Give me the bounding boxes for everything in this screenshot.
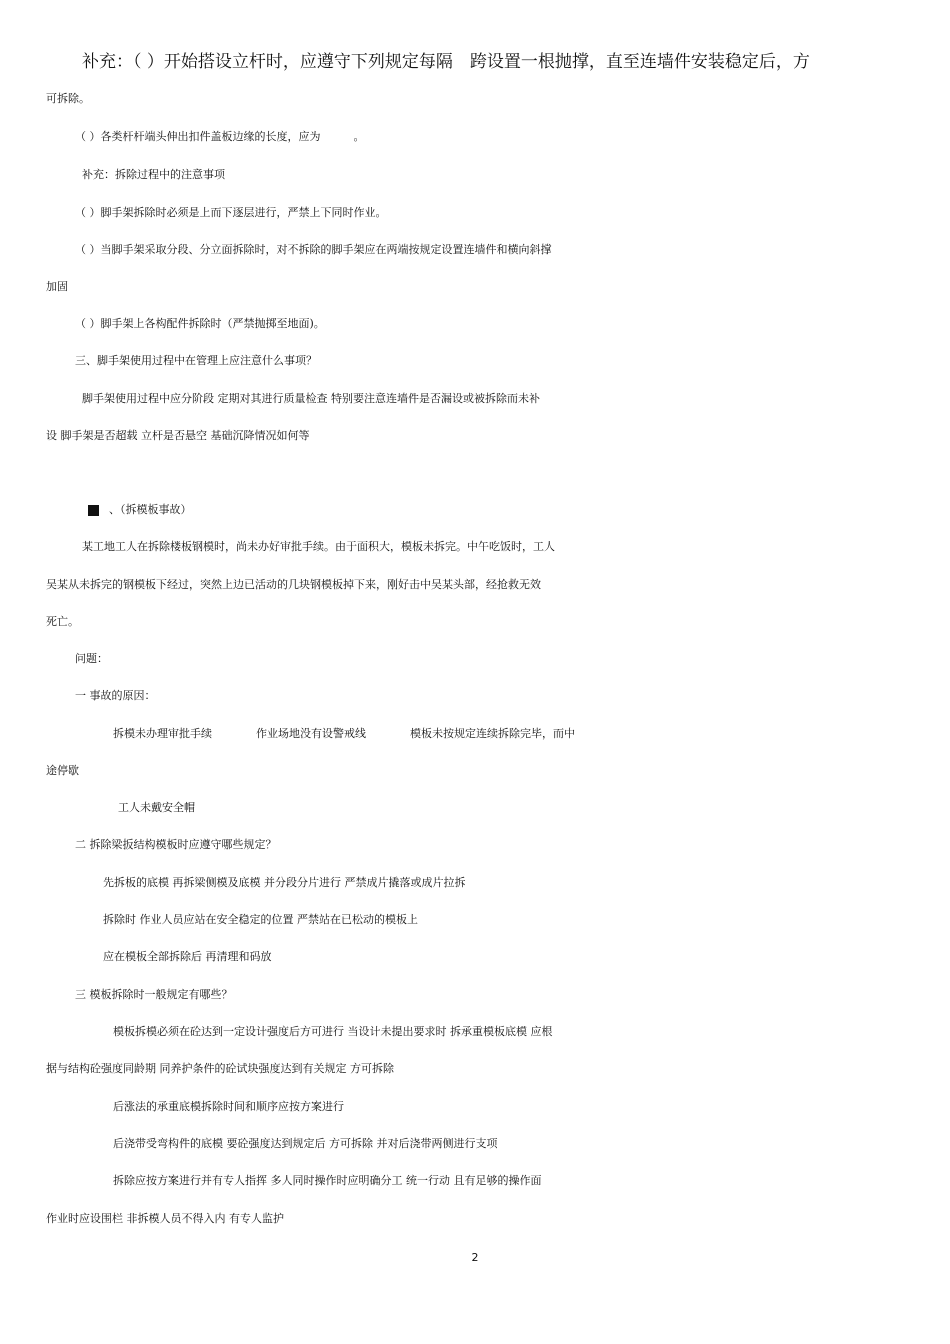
- answer-line: 设 脚手架是否超载 立杆是否悬空 基础沉降情况如何等: [46, 429, 310, 442]
- answer-line: 脚手架使用过程中应分阶段 定期对其进行质量检查 特别要注意连墙件是否漏设或被拆除而未补: [82, 392, 540, 405]
- answer-line: 后涨法的承重底模拆除时间和顺序应按方案进行: [113, 1100, 344, 1113]
- answer-line: 拆除应按方案进行并有专人指挥 多人同时操作时应明确分工 统一行动 且有足够的操作面: [113, 1174, 542, 1187]
- answer-line: 应在模板全部拆除后 再清理和码放: [103, 950, 272, 963]
- case-text-line: 某工地工人在拆除楼板钢模时，尚未办好审批手续。由于面积大，模板未拆完。中午吃饭时，工人: [82, 540, 555, 553]
- answer-line: 据与结构砼强度同龄期 同养护条件的砼试块强度达到有关规定 方可拆除: [46, 1062, 394, 1075]
- case-text-line: 死亡。: [46, 615, 79, 628]
- answer-line: 模板拆模必须在砼达到一定设计强度后方可进行 当设计未提出要求时 拆承重模板底模 应根: [113, 1025, 553, 1038]
- answer-line: 拆除时 作业人员应站在安全稳定的位置 严禁站在已松动的模板上: [103, 913, 418, 926]
- supplement-line: 补充：（ ）开始搭设立杆时，应遵守下列规定每隔 跨设置一根抛撑，直至连墙件安装稳定后，方: [82, 52, 810, 72]
- question-line: （ ）脚手架拆除时必须是上而下逐层进行，严禁上下同时作业。: [75, 206, 387, 219]
- supplement-heading: 补充：拆除过程中的注意事项: [82, 168, 225, 181]
- text-line: 加固: [46, 280, 68, 293]
- question-line: （ ）当脚手架采取分段、分立面拆除时，对不拆除的脚手架应在两端按规定设置连墙件和横向斜撑: [75, 243, 552, 256]
- answer-line: 先拆板的底模 再拆梁侧模及底模 并分段分片进行 严禁成片撬落或成片拉拆: [103, 876, 466, 889]
- section-heading: 三 模板拆除时一般规定有哪些？: [75, 988, 233, 1001]
- answer-line: 拆模未办理审批手续 作业场地没有设警戒线 模板未按规定连续拆除完毕，而中: [113, 727, 575, 740]
- question-line: （ ）脚手架上各构配件拆除时（严禁抛掷至地面)。: [75, 317, 325, 330]
- case-heading: [88, 499, 920, 521]
- square-bullet-icon: [88, 505, 99, 516]
- case-title: 、（拆模板事故）: [109, 503, 192, 516]
- answer-line: 途停歇: [46, 764, 79, 777]
- section-heading: 三、脚手架使用过程中在管理上应注意什么事项？: [75, 354, 317, 367]
- answer-line: 作业时应设围栏 非拆模人员不得入内 有专人监护: [46, 1212, 284, 1225]
- section-heading: 二 拆除梁扳结构模板时应遵守哪些规定？: [75, 838, 277, 851]
- case-text-line: 吴某从未拆完的钢模板下经过，突然上边已活动的几块钢模板掉下来，刚好击中吴某头部，经抢救无效: [46, 578, 541, 591]
- answer-line: 工人未戴安全帽: [118, 801, 195, 814]
- questions-label: 问题：: [75, 652, 108, 665]
- text-line: 可拆除。: [46, 92, 90, 105]
- section-heading: 一 事故的原因：: [75, 689, 156, 702]
- question-line: （ ）各类杆杆端头伸出扣件盖板边缘的长度，应为 。: [75, 130, 365, 143]
- answer-line: 后浇带受弯构件的底模 要砼强度达到规定后 方可拆除 并对后浇带两侧进行支项: [113, 1137, 498, 1150]
- page-number: 2: [471, 1251, 479, 1264]
